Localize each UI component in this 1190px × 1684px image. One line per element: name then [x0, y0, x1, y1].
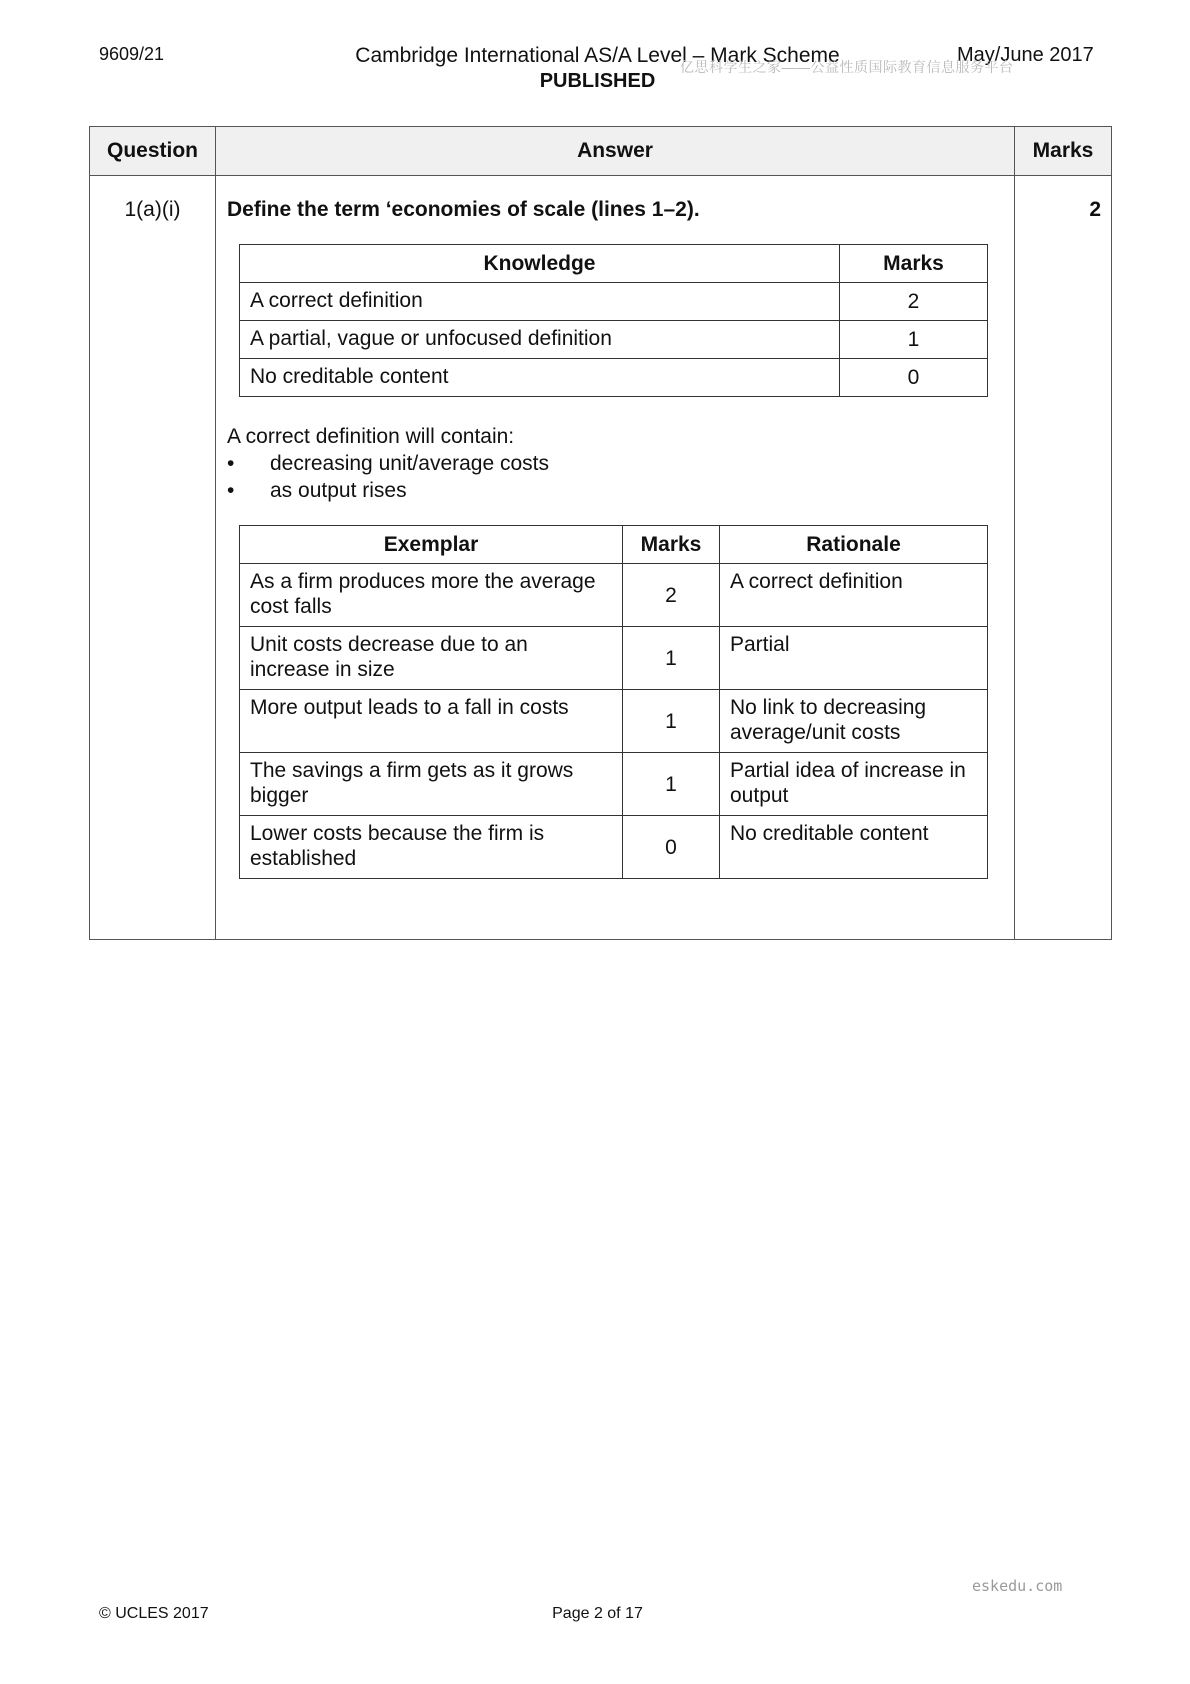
question-marks: 2 [1015, 176, 1112, 940]
question-text: Define the term ‘economies of scale (lines 1–2). [227, 198, 700, 221]
exemplar-text: More output leads to a fall in costs [240, 690, 623, 753]
exemplar-marks: 1 [623, 627, 720, 690]
exemplar-row [240, 627, 988, 690]
bullet-dot: • [227, 479, 235, 502]
knowledge-marks: 1 [840, 321, 988, 359]
exemplar-text: Unit costs decrease due to an increase in size [240, 627, 623, 690]
exemplar-rationale: No link to decreasing average/unit costs [720, 690, 988, 753]
knowledge-row [240, 283, 988, 321]
exemplar-rationale: Partial idea of increase in output [720, 753, 988, 816]
copyright: © UCLES 2017 [99, 1605, 209, 1622]
question-row [90, 176, 1112, 940]
exemplar-header: Exemplar [240, 526, 623, 564]
knowledge-marks: 2 [840, 283, 988, 321]
chinese-watermark: 亿思科学生之家——公益性质国际教育信息服务平台 [680, 59, 1014, 75]
exam-session: May/June 2017 [957, 44, 1094, 66]
exemplar-marks: 1 [623, 690, 720, 753]
definition-intro: A correct definition will contain: [227, 425, 515, 448]
answer-column-header: Answer [216, 127, 1015, 176]
site-watermark: eskedu.com [972, 1577, 1063, 1595]
definition-bullets [227, 450, 992, 504]
exemplar-row [240, 816, 988, 879]
knowledge-descriptor: A correct definition [240, 283, 840, 321]
question-column-header: Question [90, 127, 216, 176]
marks-column-header: Marks [1015, 127, 1112, 176]
exemplar-rationale: Partial [720, 627, 988, 690]
exemplar-row [240, 690, 988, 753]
knowledge-row [240, 359, 988, 397]
mark-scheme-table [89, 126, 1112, 940]
document-title: Cambridge International AS/A Level – Mark Scheme [355, 44, 840, 67]
knowledge-row [240, 321, 988, 359]
exemplar-text: The savings a firm gets as it grows bigger [240, 753, 623, 816]
knowledge-marks-header: Marks [840, 245, 988, 283]
knowledge-header: Knowledge [240, 245, 840, 283]
question-number: 1(a)(i) [90, 176, 216, 940]
bullet-dot: • [227, 452, 235, 475]
rationale-header: Rationale [720, 526, 988, 564]
knowledge-descriptor: A partial, vague or unfocused definition [240, 321, 840, 359]
exemplar-text: Lower costs because the firm is established [240, 816, 623, 879]
mark-scheme-header-row [90, 127, 1112, 176]
bullet-text: as output rises [270, 479, 407, 502]
exemplar-row [240, 564, 988, 627]
exemplar-marks: 1 [623, 753, 720, 816]
bullet-item [227, 450, 992, 477]
answer-cell [216, 176, 1015, 940]
exemplar-marks: 2 [623, 564, 720, 627]
exemplar-row [240, 753, 988, 816]
bullet-text: decreasing unit/average costs [270, 452, 549, 475]
exemplar-rationale: No creditable content [720, 816, 988, 879]
knowledge-descriptor: No creditable content [240, 359, 840, 397]
exemplar-marks: 0 [623, 816, 720, 879]
page-number: Page 2 of 17 [552, 1605, 643, 1622]
exemplar-rationale: A correct definition [720, 564, 988, 627]
knowledge-table [239, 244, 988, 397]
exemplar-text: As a firm produces more the average cost falls [240, 564, 623, 627]
exemplar-header-row [240, 526, 988, 564]
exemplar-table [239, 525, 988, 879]
knowledge-marks: 0 [840, 359, 988, 397]
paper-code: 9609/21 [99, 44, 165, 64]
exemplar-marks-header: Marks [623, 526, 720, 564]
bullet-item [227, 477, 992, 504]
published-label: PUBLISHED [539, 70, 656, 92]
knowledge-header-row [240, 245, 988, 283]
